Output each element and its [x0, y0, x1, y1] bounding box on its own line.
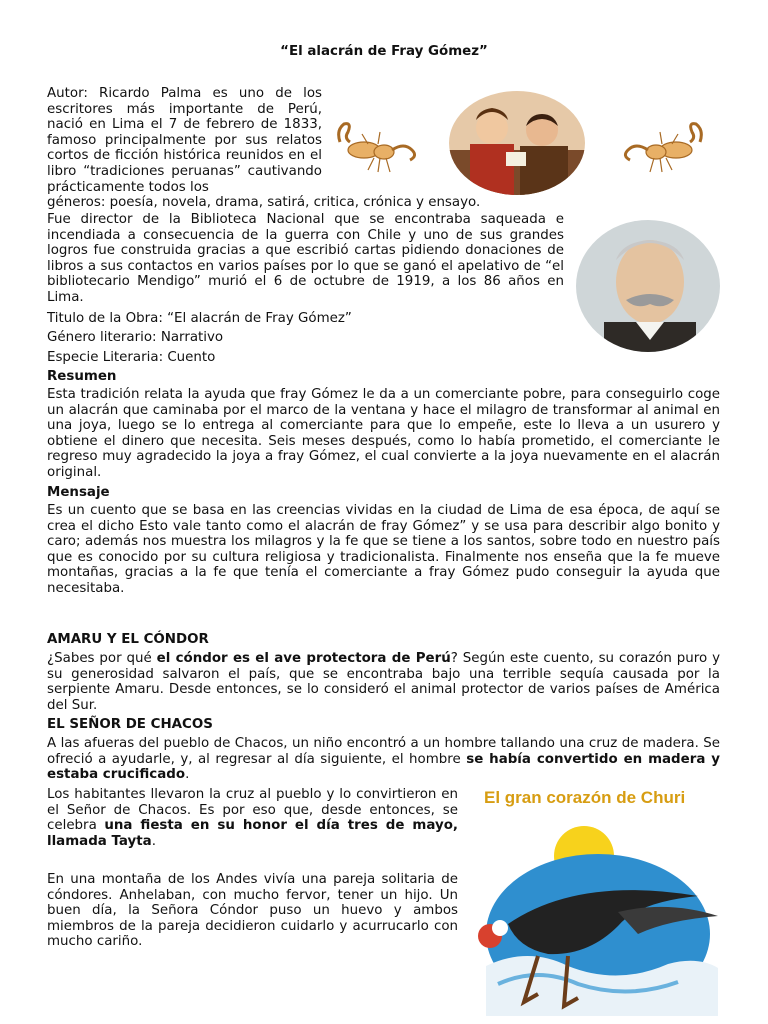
resumen-paragraph: Esta tradición relata la ayuda que fray Gómez le da a un comerciante pobre, para conseguirlo coge un alacrán que caminaba por el marco de la ventana y hace el milagro de transformar al animal en una joya, luego se lo entrega al comerciante para que lo empeñe, este lo lleva a un usurero y obtiene el dinero que necesita. Seis meses después, como lo había prometido, el comerciante le regreso muy agradecido la joya a fray Gómez, el cual convierte a la joya nuevamente en el alacrán original.	[47, 387, 720, 480]
mensaje-paragraph: Es un cuento que se basa en las creencias vividas en la ciudad de Lima de esa época, de aquí se crea el dicho Esto vale tanto como el alacrán de fray Gómez” y se usa para describir algo bonito y caro; además nos muestra los milagros y la fe que se tiene a los santos, sobre todo en nuestro país que es conocido por su cultura religiosa y tradicionalista. Finalmente nos enseña que la fe mueve montañas, gracias a la fe que tenía el comerciante a fray Gómez pudo conseguir la ayuda que necesitaba.	[47, 503, 720, 596]
friars-illustration	[448, 90, 586, 196]
chacos-heading: EL SEÑOR DE CHACOS	[47, 717, 213, 732]
ricardo-palma-portrait	[574, 218, 722, 354]
resumen-heading: Resumen	[47, 369, 117, 384]
amaru-heading: AMARU Y EL CÓNDOR	[47, 632, 209, 647]
titulo-obra: Titulo de la Obra: “El alacrán de Fray Gómez”	[47, 311, 352, 326]
churi-title: El gran corazón de Churi	[484, 788, 686, 807]
chacos-paragraph: A las afueras del pueblo de Chacos, un niño encontró a un hombre tallando una cruz de madera. Se ofreció a ayudarle, y, al regresar al día siguiente, el hombre se había convertido en madera y estaba crucificado.	[47, 736, 720, 783]
montana-paragraph: En una montaña de los Andes vivía una pareja solitaria de cóndores. Anhelaban, con mucho fervor, tener un hijo. Un buen día, la Señora Cóndor puso un huevo y ambos miembros de la pareja decidieron cuidarlo y acurrucarlo con mucho cariño.	[47, 872, 458, 950]
habitantes-paragraph: Los habitantes llevaron la cruz al pueblo y lo convirtieron en el Señor de Chacos. Es por eso que, desde entonces, se celebra una fiesta en su honor el día tres de mayo, llamada Tayta.	[47, 787, 458, 849]
mensaje-heading: Mensaje	[47, 485, 110, 500]
autor-paragraph-cont: géneros: poesía, novela, drama, satirá, critica, crónica y ensayo.	[47, 195, 481, 210]
scorpion-right-image	[614, 120, 706, 180]
autor-paragraph: Autor: Ricardo Palma es uno de los escritores más importante de Perú, nació en Lima el 7 de febrero de 1833, famoso principalmente por sus relatos cortos de ficción histórica reunidos en el libro “tradiciones peruanas” cautivando prácticamente todos los	[47, 86, 322, 195]
genero-literario: Género literario: Narrativo	[47, 330, 224, 345]
bio-paragraph: Fue director de la Biblioteca Nacional que se encontraba saqueada e incendiada a consecuencia de la guerra con Chile y uno de sus grandes logros fue construida gracias a que escribió cartas pidiendo donaciones de libros a sus contactos en varios países por lo que se ganó el apelativo de “el bibliotecario Mendigo” murió el 6 de octubre de 1919, a los 86 años en Lima.	[47, 212, 564, 305]
amaru-paragraph: ¿Sabes por qué el cóndor es el ave protectora de Perú? Según este cuento, su corazón puro y su generosidad salvaron el país, que se encontraba bajo una terrible sequía causada por la serpiente Amaru. Desde entonces, se lo consideró el animal protector de varios países de América del Sur.	[47, 651, 720, 713]
document-title: “El alacrán de Fray Gómez”	[280, 44, 488, 59]
condor-illustration	[468, 816, 724, 1016]
scorpion-left-image	[334, 120, 426, 180]
especie-literaria: Especie Literaria: Cuento	[47, 350, 216, 365]
